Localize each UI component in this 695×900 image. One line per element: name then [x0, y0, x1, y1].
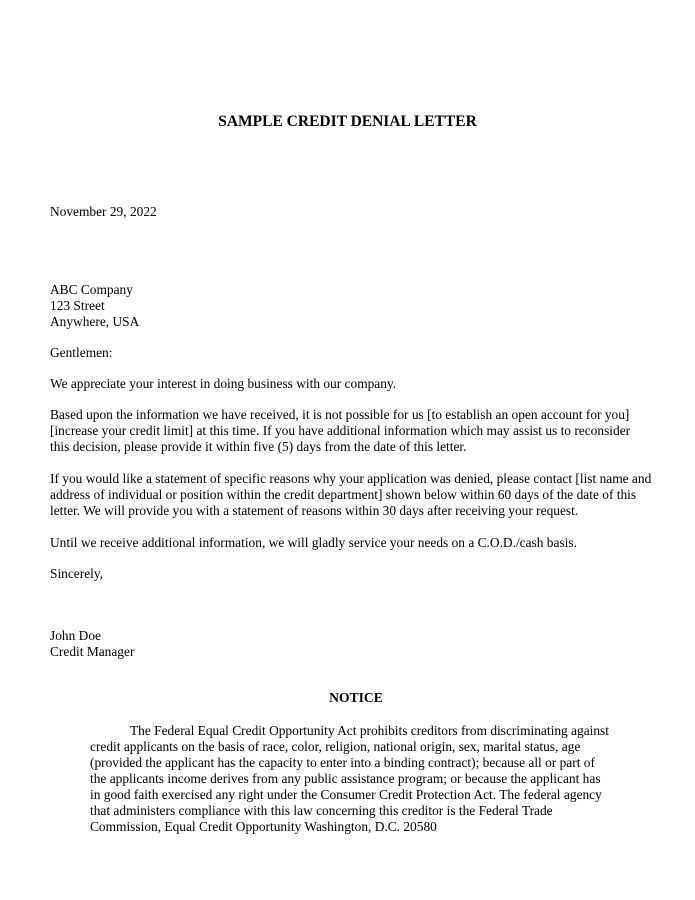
- closing-text: Sincerely,: [50, 566, 104, 581]
- salutation-text: Gentlemen:: [50, 345, 113, 360]
- paragraph-line: this decision, please provide it within five (5) days from the date of this letter.: [50, 439, 467, 454]
- paragraph-line: address of individual or position within the credit department] shown below within 60 days of the date of this: [50, 487, 637, 502]
- address-line: ABC Company: [50, 282, 133, 297]
- notice-title: NOTICE: [329, 690, 383, 705]
- notice-line: in good faith exercised any right under the Consumer Credit Protection Act. The federal agency: [90, 787, 602, 802]
- notice-line: the applicants income derives from any public assistance program; or because the applicant has: [90, 771, 601, 786]
- paragraph-4: [50, 535, 675, 551]
- closing: [50, 566, 675, 582]
- notice-line: that administers compliance with this law concerning this creditor is the Federal Trade: [90, 803, 553, 818]
- notice-line: Commission, Equal Credit Opportunity Washington, D.C. 20580: [90, 819, 437, 834]
- paragraph-line: Until we receive additional information, we will gladly service your needs on a C.O.D./cash basis.: [50, 535, 577, 550]
- paragraph-line: [increase your credit limit] at this time. If you have additional information which may assist us to reconsider: [50, 423, 631, 438]
- notice-body: [90, 723, 650, 835]
- signer-name: John Doe: [50, 628, 101, 643]
- letter-date: [50, 204, 675, 220]
- notice-line: (provided the applicant has the capacity to enter into a binding contract); because all or part of: [90, 755, 595, 770]
- paragraph-line: If you would like a statement of specific reasons why your application was denied, please contact [list name and: [50, 471, 652, 486]
- paragraph-line: Based upon the information we have received, it is not possible for us [to establish an open account for you]: [50, 407, 630, 422]
- notice-line: The Federal Equal Credit Opportunity Act prohibits creditors from discriminating against: [130, 723, 609, 738]
- signer-title: Credit Manager: [50, 644, 135, 659]
- letter-title: SAMPLE CREDIT DENIAL LETTER: [218, 113, 477, 130]
- address-line: Anywhere, USA: [50, 314, 140, 329]
- recipient-address: [50, 282, 675, 330]
- notice-line: credit applicants on the basis of race, color, religion, national origin, sex, marital status, age: [90, 739, 581, 754]
- paragraph-line: letter. We will provide you with a statement of reasons within 30 days after receiving your request.: [50, 503, 579, 518]
- paragraph-2: [50, 407, 675, 455]
- address-line: 123 Street: [50, 298, 105, 313]
- paragraph-1: [50, 376, 675, 392]
- paragraph-line: We appreciate your interest in doing business with our company.: [50, 376, 397, 391]
- date-text: November 29, 2022: [50, 204, 157, 219]
- salutation: [50, 345, 675, 361]
- paragraph-3: [50, 471, 675, 519]
- signature-block: [50, 628, 675, 660]
